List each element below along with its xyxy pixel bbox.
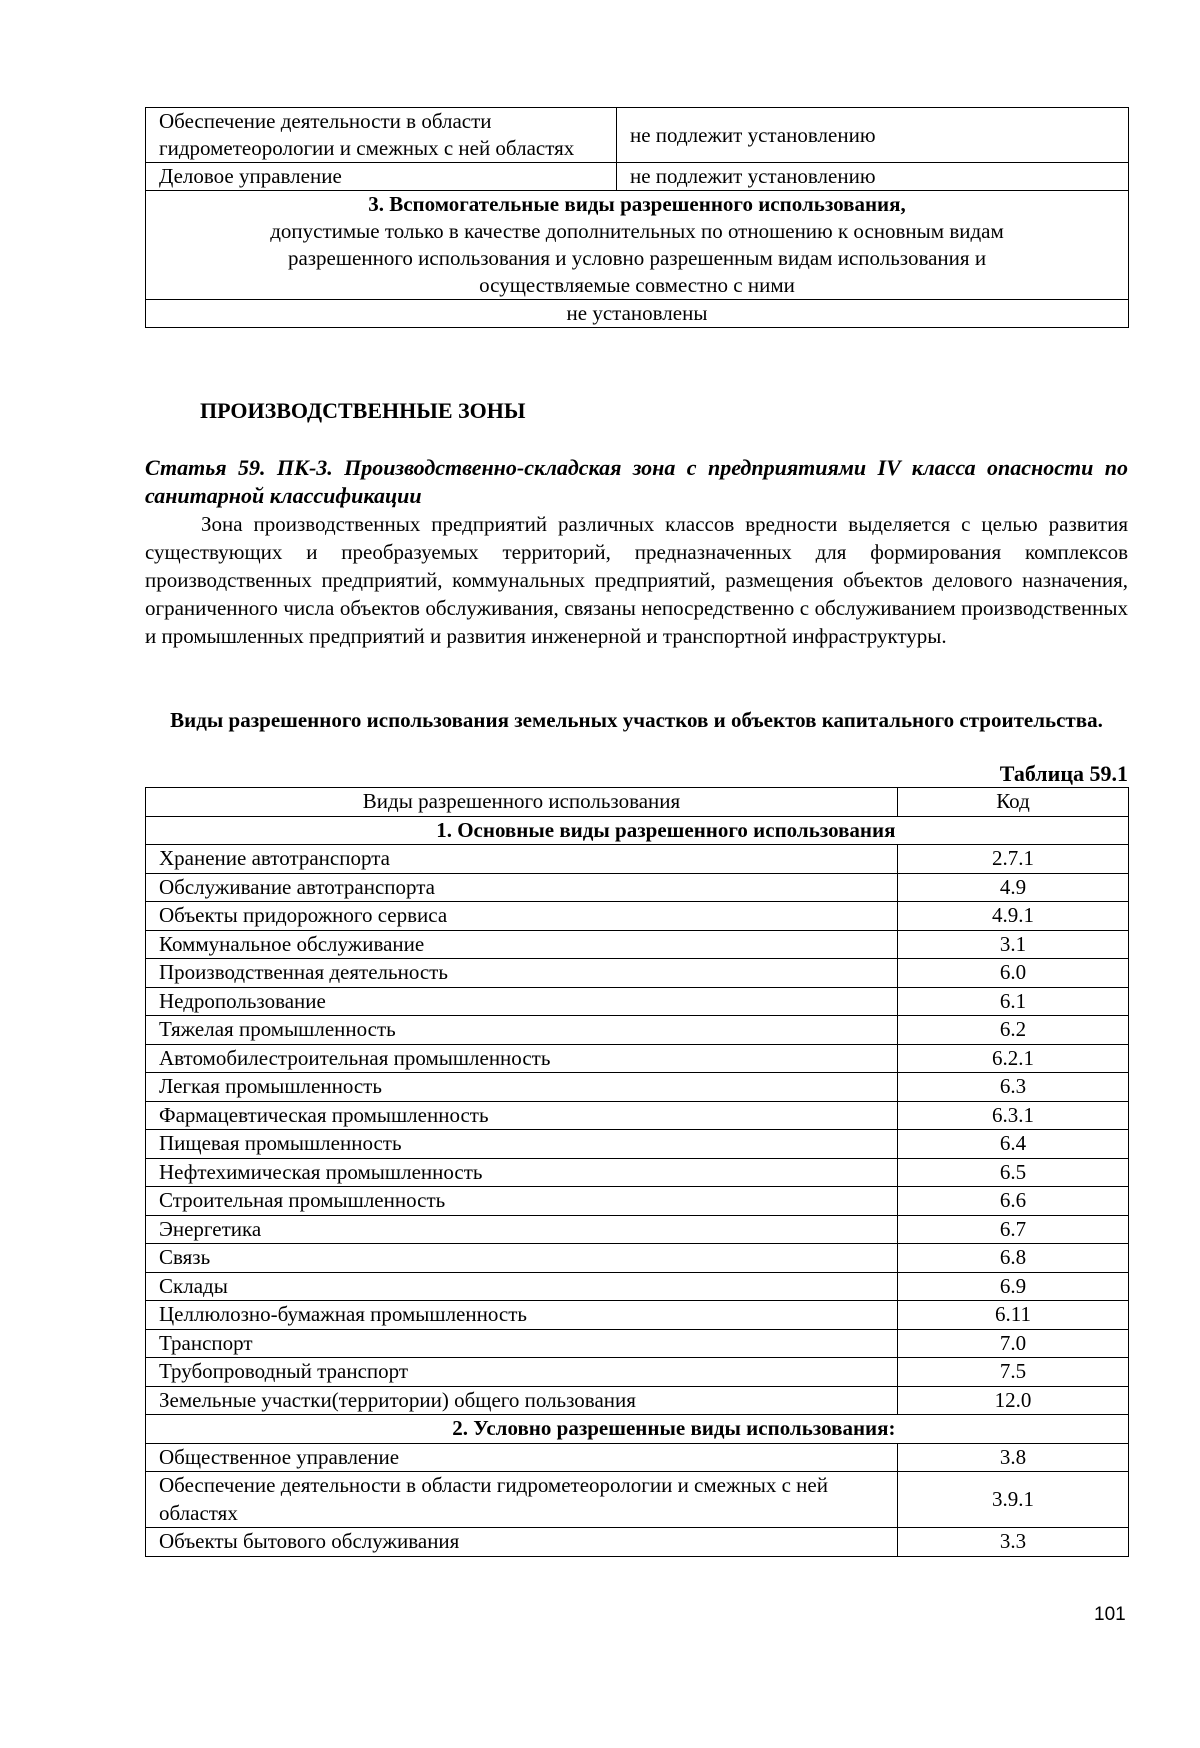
parameter-cell: не подлежит установлению: [617, 163, 1129, 191]
section-2-title: 2. Условно разрешенные виды использования:: [146, 1415, 898, 1444]
table-row: [146, 930, 1129, 959]
table-row: [146, 1358, 1129, 1387]
use-name-cell: Земельные участки(территории) общего пользования: [146, 1386, 898, 1415]
article-body: Зона производственных предприятий различных классов вредности выделяется с целью развития существующих и преобразуемых территорий, предназначенных для формирования комплексов производственных предприятий, коммунальных предприятий, размещения объектов делового назначения, ограниченного числа объектов обслуживания, связаны непосредственно с обслуживанием производственных и промышленных предприятий и развития инженерной и транспортной инфраструктуры.: [145, 512, 1128, 648]
use-name-cell: Легкая промышленность: [146, 1073, 898, 1102]
use-code-cell: 3.9.1: [898, 1472, 1129, 1528]
header-code-cell: Код: [898, 788, 1129, 817]
table-row: [146, 873, 1129, 902]
table-row: [146, 1073, 1129, 1102]
use-code-cell: 7.5: [898, 1358, 1129, 1387]
table-row: [146, 1301, 1129, 1330]
use-name-cell: Нефтехимическая промышленность: [146, 1158, 898, 1187]
table-row: [146, 1472, 1129, 1528]
use-name-cell: Коммунальное обслуживание: [146, 930, 898, 959]
table-row: [146, 1244, 1129, 1273]
table-row: [146, 987, 1129, 1016]
use-code-cell: 6.4: [898, 1130, 1129, 1159]
section-3-text: допустимые только в качестве дополнительных по отношению к основным видам разрешенного использования и условно разрешенным видам использования и осуществляемые совместно с ними: [270, 219, 1004, 297]
section-row: [146, 1415, 1129, 1444]
use-code-cell: 6.2.1: [898, 1044, 1129, 1073]
use-name-cell: Хранение автотранспорта: [146, 845, 898, 874]
use-code-cell: 6.5: [898, 1158, 1129, 1187]
table-row: [146, 1386, 1129, 1415]
use-name-cell: Фармацевтическая промышленность: [146, 1101, 898, 1130]
table-row: [146, 959, 1129, 988]
table-title: Виды разрешенного использования земельных участков и объектов капитального строительства.: [170, 708, 1103, 732]
use-code-cell: 3.1: [898, 930, 1129, 959]
section-3-title: 3. Вспомогательные виды разрешенного использования,: [368, 192, 906, 216]
header-name-cell: Виды разрешенного использования: [146, 788, 898, 817]
empty-cell: [898, 816, 1129, 845]
use-code-cell: 2.7.1: [898, 845, 1129, 874]
table-number: Таблица 59.1: [999, 761, 1128, 786]
table-row: [146, 1101, 1129, 1130]
use-code-cell: 12.0: [898, 1386, 1129, 1415]
use-name-cell: Тяжелая промышленность: [146, 1016, 898, 1045]
use-code-cell: 6.3: [898, 1073, 1129, 1102]
use-name-cell: Автомобилестроительная промышленность: [146, 1044, 898, 1073]
use-code-cell: 6.11: [898, 1301, 1129, 1330]
use-name-cell: Объекты бытового обслуживания: [146, 1528, 898, 1557]
use-code-cell: 6.8: [898, 1244, 1129, 1273]
table-row: [146, 1443, 1129, 1472]
use-name-cell: Энергетика: [146, 1215, 898, 1244]
use-name-cell: Общественное управление: [146, 1443, 898, 1472]
table-row: [146, 163, 1129, 191]
use-code-cell: 3.8: [898, 1443, 1129, 1472]
table-row: [146, 1158, 1129, 1187]
use-name-cell: Обеспечение деятельности в области гидрометеорологии и смежных с ней областях: [146, 1472, 898, 1528]
use-code-cell: 3.3: [898, 1528, 1129, 1557]
section-1-title: 1. Основные виды разрешенного использования: [146, 816, 898, 845]
article-title: Статья 59. ПК-3. Производственно-складская зона с предприятиями IV класса опасности по санитарной классификации: [145, 455, 1128, 508]
use-name-cell: Обслуживание автотранспорта: [146, 873, 898, 902]
use-name-cell: Деловое управление: [146, 163, 617, 191]
use-name-cell: Объекты придорожного сервиса: [146, 902, 898, 931]
table-row: [146, 902, 1129, 931]
table-row: [146, 108, 1129, 163]
table-row: [146, 1016, 1129, 1045]
use-code-cell: 6.2: [898, 1016, 1129, 1045]
table-row: [146, 845, 1129, 874]
use-code-cell: 6.1: [898, 987, 1129, 1016]
table-row: [146, 1272, 1129, 1301]
use-name-cell: Целлюлозно-бумажная промышленность: [146, 1301, 898, 1330]
use-code-cell: 6.6: [898, 1187, 1129, 1216]
table-row: [146, 1215, 1129, 1244]
use-code-cell: 4.9: [898, 873, 1129, 902]
permitted-use-table: [145, 787, 1129, 1557]
empty-cell: [898, 1415, 1129, 1444]
use-name-cell: Склады: [146, 1272, 898, 1301]
use-code-cell: 6.0: [898, 959, 1129, 988]
use-code-cell: 6.9: [898, 1272, 1129, 1301]
section-heading: ПРОИЗВОДСТВЕННЫЕ ЗОНЫ: [200, 398, 526, 423]
use-name-cell: Недропользование: [146, 987, 898, 1016]
table-row: [146, 1044, 1129, 1073]
use-name-cell: Пищевая промышленность: [146, 1130, 898, 1159]
table-row: [146, 1528, 1129, 1557]
section-3-value: не установлены: [146, 300, 1129, 328]
parameter-cell: не подлежит установлению: [617, 108, 1129, 163]
use-name-cell: Строительная промышленность: [146, 1187, 898, 1216]
section-row: [146, 816, 1129, 845]
section-row: [146, 191, 1129, 300]
table-row: [146, 1130, 1129, 1159]
use-name-cell: Транспорт: [146, 1329, 898, 1358]
use-code-cell: 4.9.1: [898, 902, 1129, 931]
use-name-cell: Обеспечение деятельности в области гидрометеорологии и смежных с ней областях: [146, 108, 617, 163]
permitted-use-table-continuation: [145, 107, 1129, 328]
use-name-cell: Производственная деятельность: [146, 959, 898, 988]
use-name-cell: Трубопроводный транспорт: [146, 1358, 898, 1387]
table-row: [146, 300, 1129, 328]
page-number: 101: [1094, 1604, 1126, 1625]
table-header-row: [146, 788, 1129, 817]
table-row: [146, 1187, 1129, 1216]
table-row: [146, 1329, 1129, 1358]
use-code-cell: 7.0: [898, 1329, 1129, 1358]
use-name-cell: Связь: [146, 1244, 898, 1273]
use-code-cell: 6.3.1: [898, 1101, 1129, 1130]
section-3-cell: [146, 191, 1129, 300]
use-code-cell: 6.7: [898, 1215, 1129, 1244]
